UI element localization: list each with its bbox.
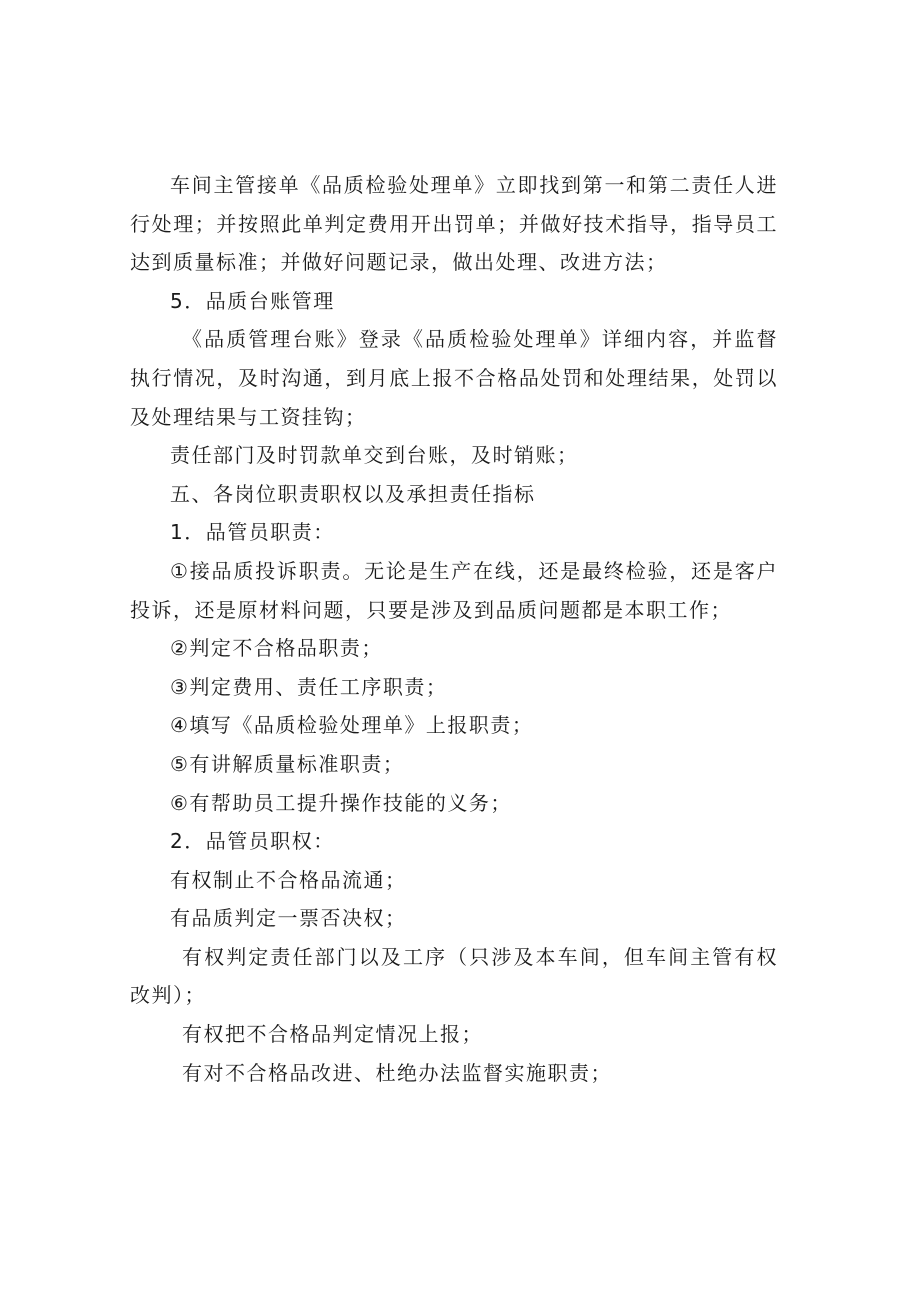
paragraph-responsible-department: 责任部门及时罚款单交到台账，及时销账；: [170, 443, 579, 468]
heading-section-five: 五、各岗位职责职权以及承担责任指标: [170, 481, 536, 506]
list-item-duty-6: ⑥有帮助员工提升操作技能的义务；: [170, 790, 512, 815]
list-item-authority-2: 有品质判定一票否决权；: [170, 906, 407, 931]
list-item-duty-4: ④填写《品质检验处理单》上报职责；: [170, 713, 534, 738]
list-item-duty-3: ③判定费用、责任工序职责；: [170, 674, 448, 699]
document-body: [130, 166, 778, 1092]
paragraph-quality-ledger: 《品质管理台账》登录《品质检验处理单》详细内容，并监督执行情况，及时沟通，到月底上报不合格品处罚和处理结果，处罚以及处理结果与工资挂钩；: [130, 327, 778, 429]
list-item-authority-3: 有权判定责任部门以及工序（只涉及本车间，但车间主管有权改判）；: [130, 944, 778, 1008]
paragraph-workshop-supervisor: 车间主管接单《品质检验处理单》立即找到第一和第二责任人进行处理；并按照此单判定费用开出罚单；并做好技术指导，指导员工达到质量标准；并做好问题记录，做出处理、改进方法；: [130, 173, 778, 275]
heading-inspector-authority: 2．品管员职权：: [170, 829, 335, 854]
heading-inspector-duties: 1．品管员职责：: [170, 520, 335, 545]
list-item-authority-4: 有权把不合格品判定情况上报；: [182, 1022, 483, 1047]
heading-quality-ledger: 5．品质台账管理: [170, 288, 335, 313]
list-item-authority-1: 有权制止不合格品流通；: [170, 867, 407, 892]
list-item-duty-1: ①接品质投诉职责。无论是生产在线，还是最终检验，还是客户投诉，还是原材料问题，只要是涉及到品质问题都是本职工作；: [130, 558, 778, 622]
list-item-duty-2: ②判定不合格品职责；: [170, 636, 383, 661]
list-item-authority-5: 有对不合格品改进、杜绝办法监督实施职责；: [182, 1060, 612, 1085]
list-item-duty-5: ⑤有讲解质量标准职责；: [170, 751, 405, 776]
